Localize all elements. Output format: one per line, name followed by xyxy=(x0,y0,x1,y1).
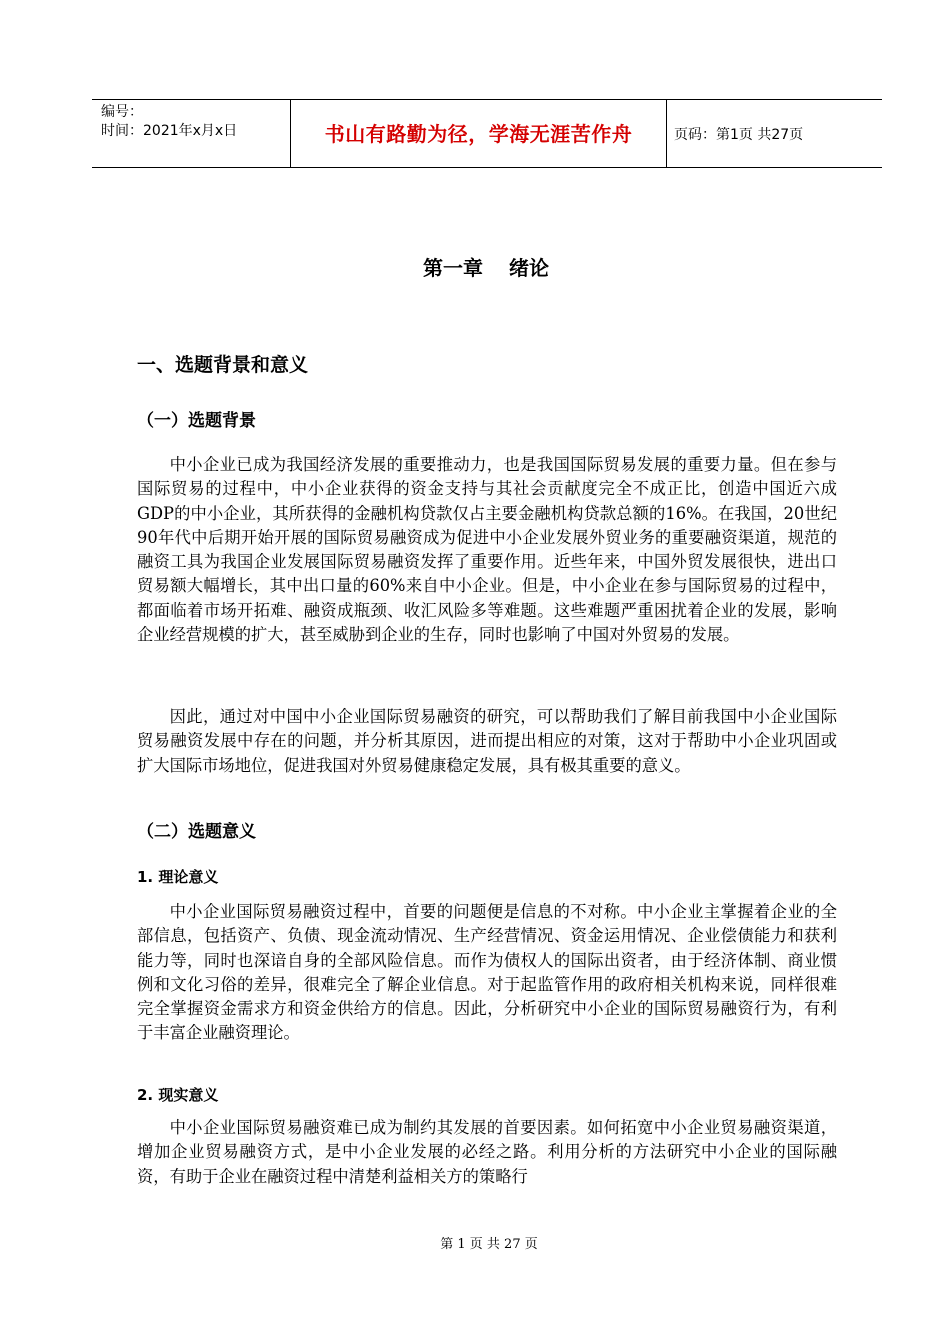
header-divider-right xyxy=(666,99,667,167)
section-heading-practice: 2. 现实意义 xyxy=(137,1086,219,1104)
page-footer: 第 1 页 共 27 页 xyxy=(440,1237,538,1252)
header-bottom-rule xyxy=(92,167,882,168)
header-number-label: 编号： xyxy=(101,104,143,120)
chapter-title-text: 绪论 xyxy=(509,256,549,280)
header-motto: 书山有路勤为径，学海无涯苦作舟 xyxy=(324,122,633,146)
section-heading-1-2: （二）选题意义 xyxy=(137,822,256,842)
header-time-label: 时间：2021年x月x日 xyxy=(101,123,238,139)
chapter-title xyxy=(0,254,950,282)
header-top-rule xyxy=(92,99,882,100)
header-page-info: 页码：第1页 共27页 xyxy=(674,127,804,143)
section-heading-theory: 1. 理论意义 xyxy=(137,868,219,886)
paragraph-practice: 中小企业国际贸易融资难已成为制约其发展的首要因素。如何拓宽中小企业贸易融资渠道，增加企业贸易融资方式，是中小企业发展的必经之路。利用分析的方法研究中小企业的国际融资，有助于企业在融资过程中清楚利益相关方的策略行 xyxy=(137,1118,837,1186)
header-divider-left xyxy=(290,99,291,167)
paragraph-background-2: 因此，通过对中国中小企业国际贸易融资的研究，可以帮助我们了解目前我国中小企业国际贸易融资发展中存在的问题，并分析其原因，进而提出相应的对策，这对于帮助中小企业巩固或扩大国际市场地位，促进我国对外贸易健康稳定发展，具有极其重要的意义。 xyxy=(137,707,837,775)
header-meta xyxy=(101,103,237,141)
section-heading-1: 一、选题背景和意义 xyxy=(137,354,309,376)
chapter-title-number: 第一章 xyxy=(423,256,483,280)
section-heading-1-1: （一）选题背景 xyxy=(137,411,256,431)
paragraph-background-1: 中小企业已成为我国经济发展的重要推动力，也是我国国际贸易发展的重要力量。但在参与国际贸易的过程中，中小企业获得的资金支持与其社会贡献度完全不成正比，创造中国近六成GDP的中小企业，其所获得的金融机构贷款仅占主要金融机构贷款总额的16%。在我国，20世纪90年代中后期开始开展的国际贸易融资成为促进中小企业发展外贸业务的重要融资渠道，规范的融资工具为我国企业发展国际贸易融资发挥了重要作用。近些年来，中国外贸发展很快，进出口贸易额大幅增长，其中出口量的60%来自中小企业。但是，中小企业在参与国际贸易的过程中，都面临着市场开拓难、融资成瓶颈、收汇风险多等难题。这些难题严重困扰着企业的发展，影响企业经营规模的扩大，甚至威胁到企业的生存，同时也影响了中国对外贸易的发展。 xyxy=(137,455,837,645)
paragraph-theory: 中小企业国际贸易融资过程中，首要的问题便是信息的不对称。中小企业主掌握着企业的全部信息，包括资产、负债、现金流动情况、生产经营情况、资金运用情况、企业偿债能力和获利能力等，同时也深谙自身的全部风险信息。而作为债权人的国际出资者，由于经济体制、商业惯例和文化习俗的差异，很难完全了解企业信息。对于起监管作用的政府相关机构来说，同样很难完全掌握资金需求方和资金供给方的信息。因此，分析研究中小企业的国际贸易融资行为，有利于丰富企业融资理论。 xyxy=(137,902,837,1043)
